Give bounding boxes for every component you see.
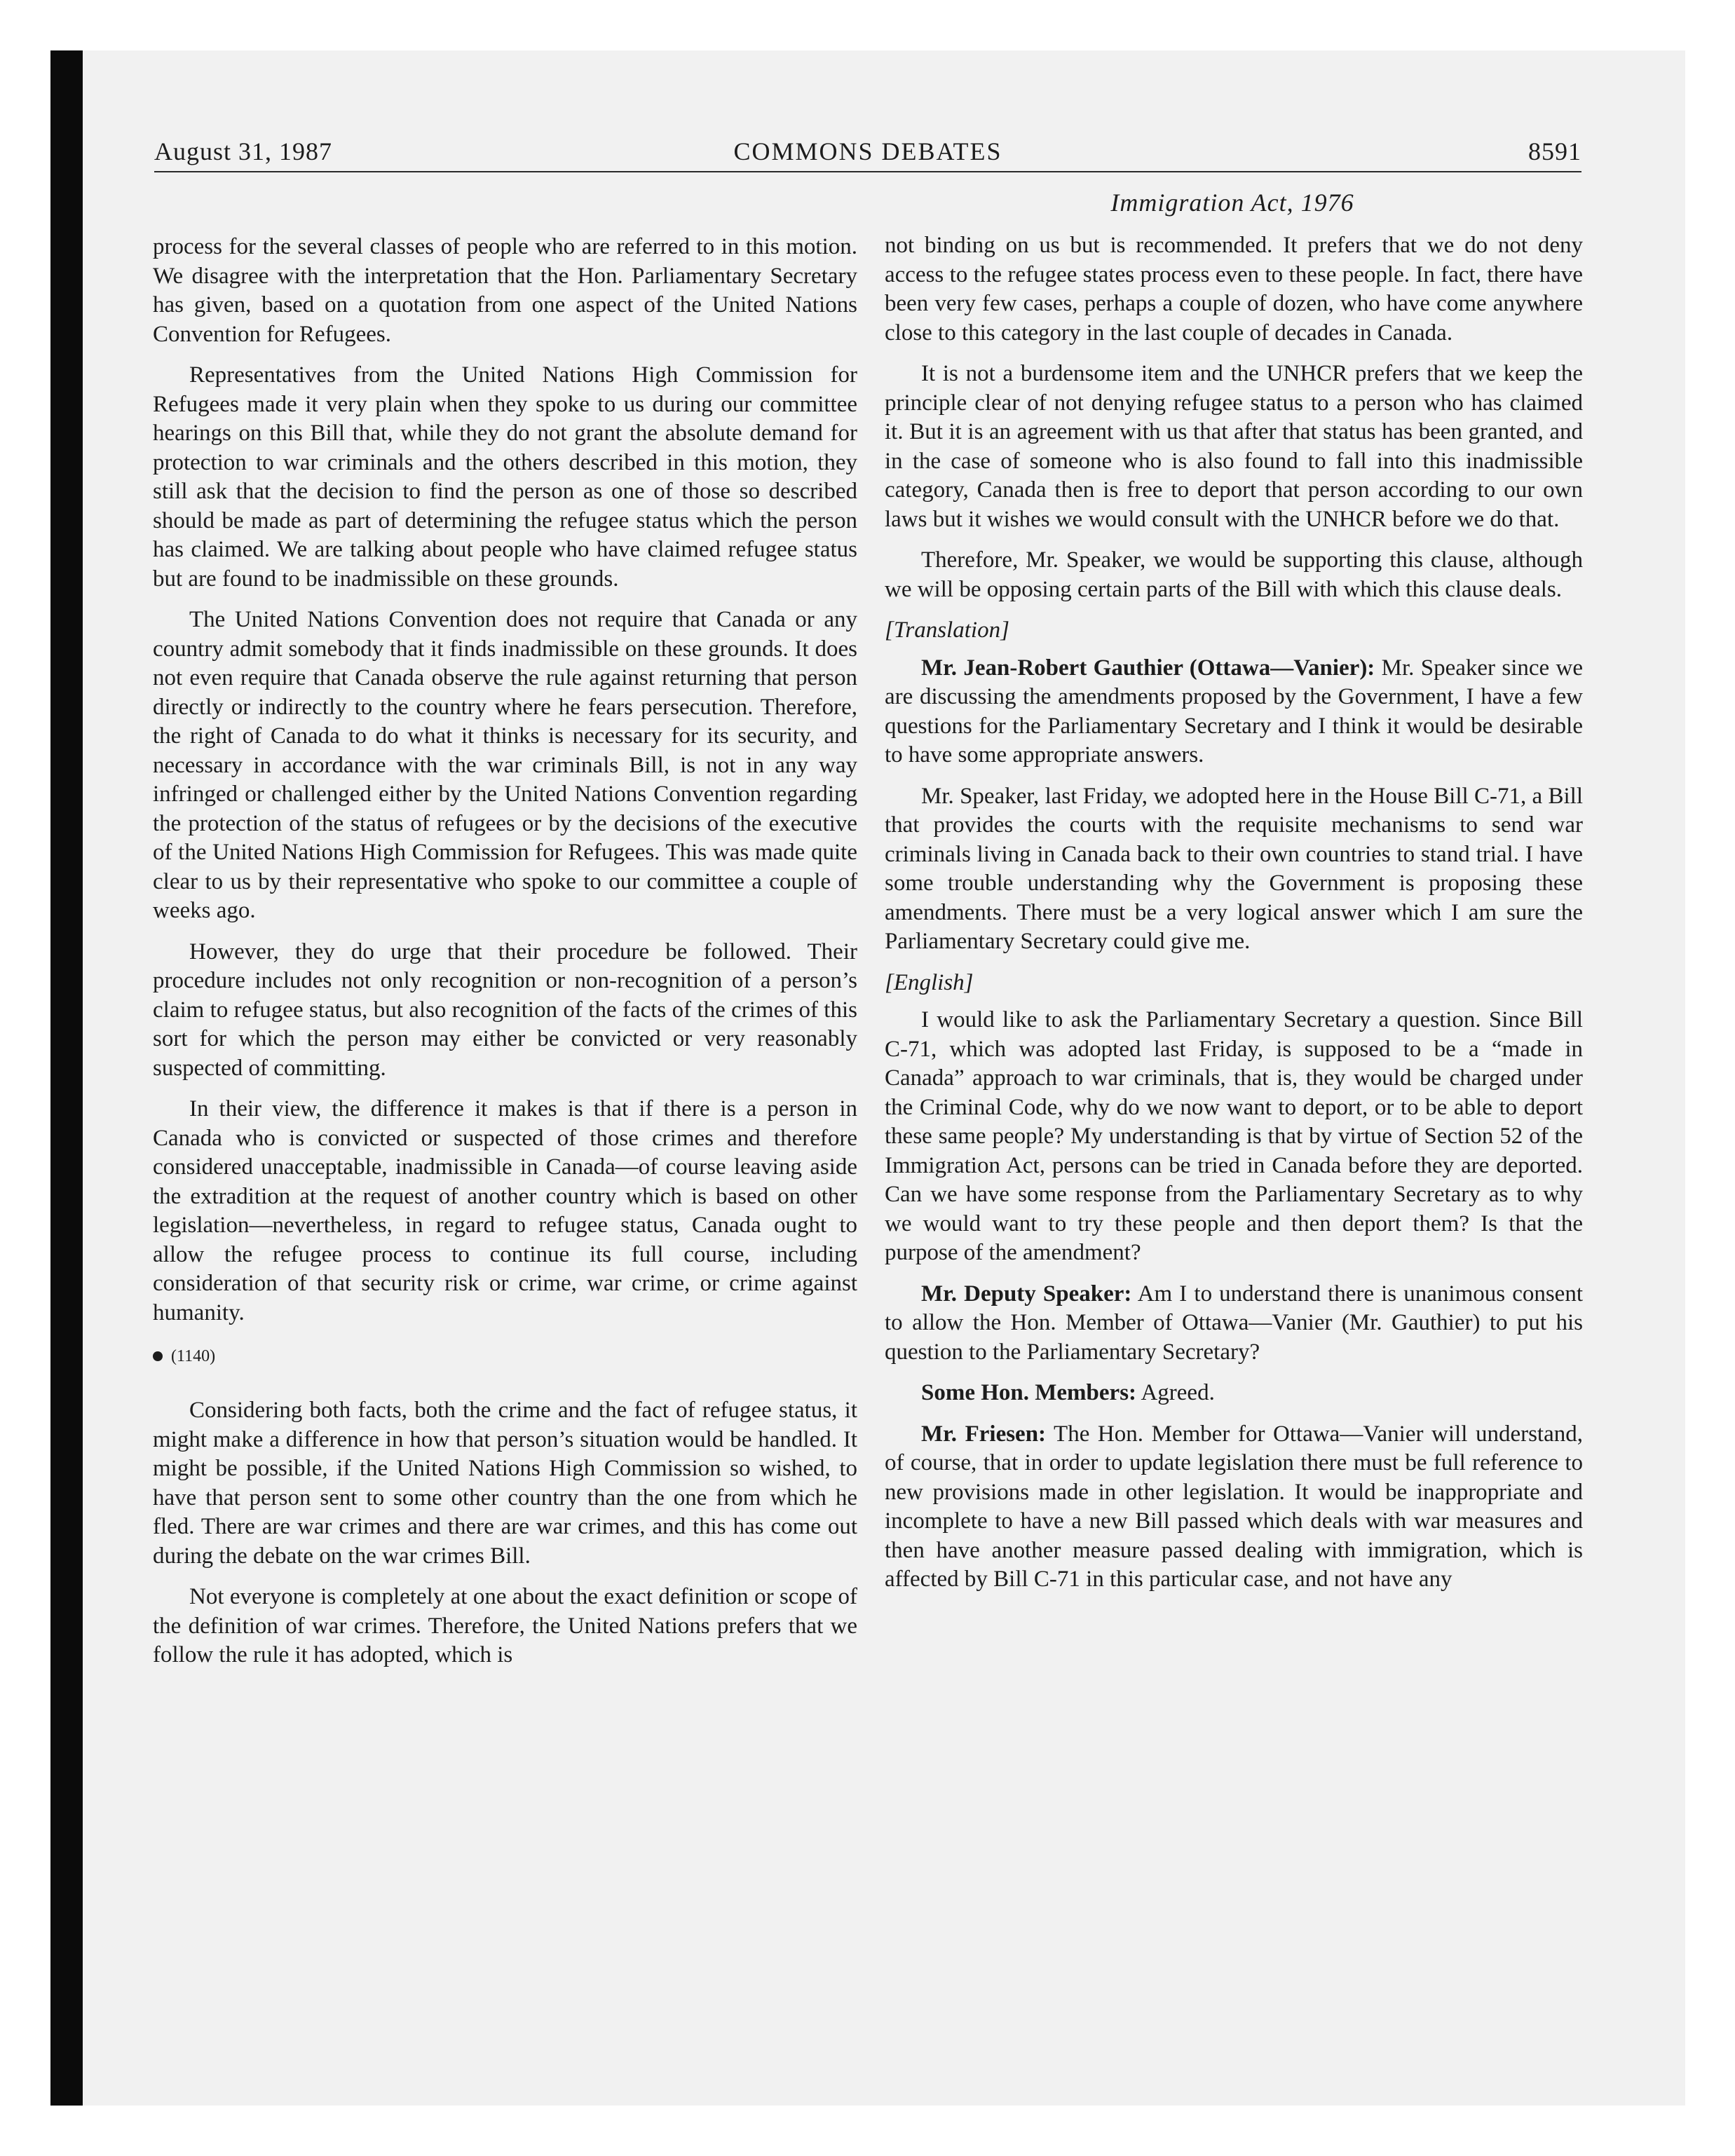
paragraph: Representatives from the United Nations High Commission for Refugees made it very plain when they spoke to us during our committee hearings on this Bill that, while they do not grant the absolute demand for protection to war criminals and the others described in this motion, they still ask that the decision to find the person as one of those so described should be made as part of determining the refugee status which the person has claimed. We are talking about people who have claimed refugee status but are found to be inadmissible on these grounds. (153, 362, 857, 592)
translation-label: [Translation] (885, 618, 1009, 643)
speech-text: Agreed. (1136, 1380, 1215, 1405)
speaker-name: Mr. Friesen: (921, 1421, 1047, 1447)
speech-text: The Hon. Member for Ottawa—Vanier will understand, of course, that in order to update legislation there must be full reference to new provisions made in other legislation. It would be inappropriate and incomplete to have a new Bill passed which deals with war measures and then have another measure passed dealing with immigration, which is affected by Bill C-71 in this particular case, and not have any (885, 1421, 1583, 1592)
speech-paragraph (885, 1379, 1583, 1408)
page-header (154, 137, 1581, 170)
paragraph: process for the several classes of people who are referred to in this motion. We disagree with the interpretation that the Hon. Parliamentary Secretary has given, based on a quotation from one aspect of the United Nations Convention for Refugees. (153, 234, 857, 347)
paragraph: Not everyone is completely at one about the exact definition or scope of the definition of war crimes. Therefore, the United Nations prefers that we follow the rule it has adopted, which is (153, 1584, 857, 1667)
speech-text: Mr. Speaker since we are discussing the amendments proposed by the Government, I have a few questions for the Parliamentary Secretary and I think it would be desirable to have some appropriate answers. (885, 655, 1583, 767)
right-column (885, 231, 1583, 1606)
paragraph: Considering both facts, both the crime and the fact of refugee status, it might make a difference in how that person’s situation would be handled. It might be possible, if the United Nations High Commission so wished, to have that person sent to some other country than the one from which he fled. There are war crimes and there are war crimes, and this has come out during the debate on the war crimes Bill. (153, 1398, 857, 1569)
speaker-name: Mr. Jean-Robert Gauthier (Ottawa—Vanier): (921, 655, 1375, 681)
page-number: 8591 (1528, 137, 1581, 165)
paragraph: Mr. Speaker, last Friday, we adopted here in the House Bill C-71, a Bill that provides the courts with the requisite mechanisms to send war criminals living in Canada back to their own countries to stand trial. I have some trouble understanding why the Government is proposing these amendments. There must be a very logical answer which I am sure the Parliamentary Secretary could give me. (885, 783, 1583, 954)
speaker-name: Mr. Deputy Speaker: (921, 1281, 1132, 1306)
paragraph: However, they do urge that their procedure be followed. Their procedure includes not only recognition or non-recognition of a person’s claim to refugee status, but also recognition of the facts of the crimes of this sort for which the person may either be convicted or very reasonably suspected of committing. (153, 939, 857, 1081)
paragraph: It is not a burdensome item and the UNHCR prefers that we keep the principle clear of not denying refugee status to a person who has claimed it. But it is an agreement with us that after that status has been granted, and in the case of someone who is also found to fall into this inadmissible category, Canada then is free to deport that person according to our own laws but it wishes we would consult with the UNHCR before we do that. (885, 361, 1583, 532)
english-label: [English] (885, 969, 974, 995)
paragraph: I would like to ask the Parliamentary Secretary a question. Since Bill C-71, which was adopted last Friday, is supposed to be a “made in Canada” approach to war criminals, that is, they would be charged under the Criminal Code, why do we now want to deport, or to be able to deport these same people? My understanding is that by virtue of Section 52 of the Immigration Act, persons can be tried in Canada before they are deported. Can we have some response from the Parliamentary Secretary as to why we would want to try these people and then deport them? Is that the purpose of the amendment? (885, 1007, 1583, 1265)
time-marker (153, 1346, 857, 1367)
speech-paragraph (885, 1280, 1583, 1367)
paragraph: The United Nations Convention does not require that Canada or any country admit somebody that it finds inadmissible on these grounds. It does not even require that Canada observe the rule against returning that person directly or indirectly to the country where he fears persecution. Therefore, the right of Canada to do what it thinks is necessary for its security, and necessary in accordance with the war criminals Bill, is not in any way infringed or challenged either by the United Nations Convention regarding the protection of the status of refugees or by the decisions of the executive of the United Nations High Commission for Refugees. This was made quite clear to us by their representative who spoke to our committee a couple of weeks ago. (153, 607, 857, 923)
speaker-name: Some Hon. Members: (921, 1380, 1137, 1405)
time-marker-text: (1140) (171, 1347, 216, 1365)
speech-paragraph (885, 654, 1583, 770)
paragraph: Therefore, Mr. Speaker, we would be supporting this clause, although we will be opposing certain parts of the Bill with which this clause deals. (885, 547, 1583, 602)
bullet-icon (153, 1351, 163, 1361)
header-date: August 31, 1987 (154, 137, 333, 165)
running-head: Immigration Act, 1976 (1110, 189, 1354, 217)
speech-paragraph (885, 1420, 1583, 1595)
binding-edge (50, 50, 83, 2106)
header-rule (154, 171, 1581, 172)
header-title: COMMONS DEBATES (733, 137, 1002, 165)
speech-text: Am I to understand there is unanimous consent to allow the Hon. Member of Ottawa—Vanier (Mr. Gauthier) to put his question to the Parliamentary Secretary? (885, 1281, 1583, 1365)
left-column (153, 233, 857, 1682)
paragraph: In their view, the difference it makes is that if there is a person in Canada who is convicted or suspected of those crimes and therefore considered unacceptable, inadmissible in Canada—of course leaving aside the extradition at the request of another country which is based on other legislation—nevertheless, in regard to refugee status, Canada ought to allow the refugee process to continue its full course, including consideration of that security risk or crime, war crime, or crime against humanity. (153, 1096, 857, 1325)
paragraph: not binding on us but is recommended. It prefers that we do not deny access to the refugee states process even to these people. In fact, there have been very few cases, perhaps a couple of dozen, who have come anywhere close to this category in the last couple of decades in Canada. (885, 233, 1583, 346)
